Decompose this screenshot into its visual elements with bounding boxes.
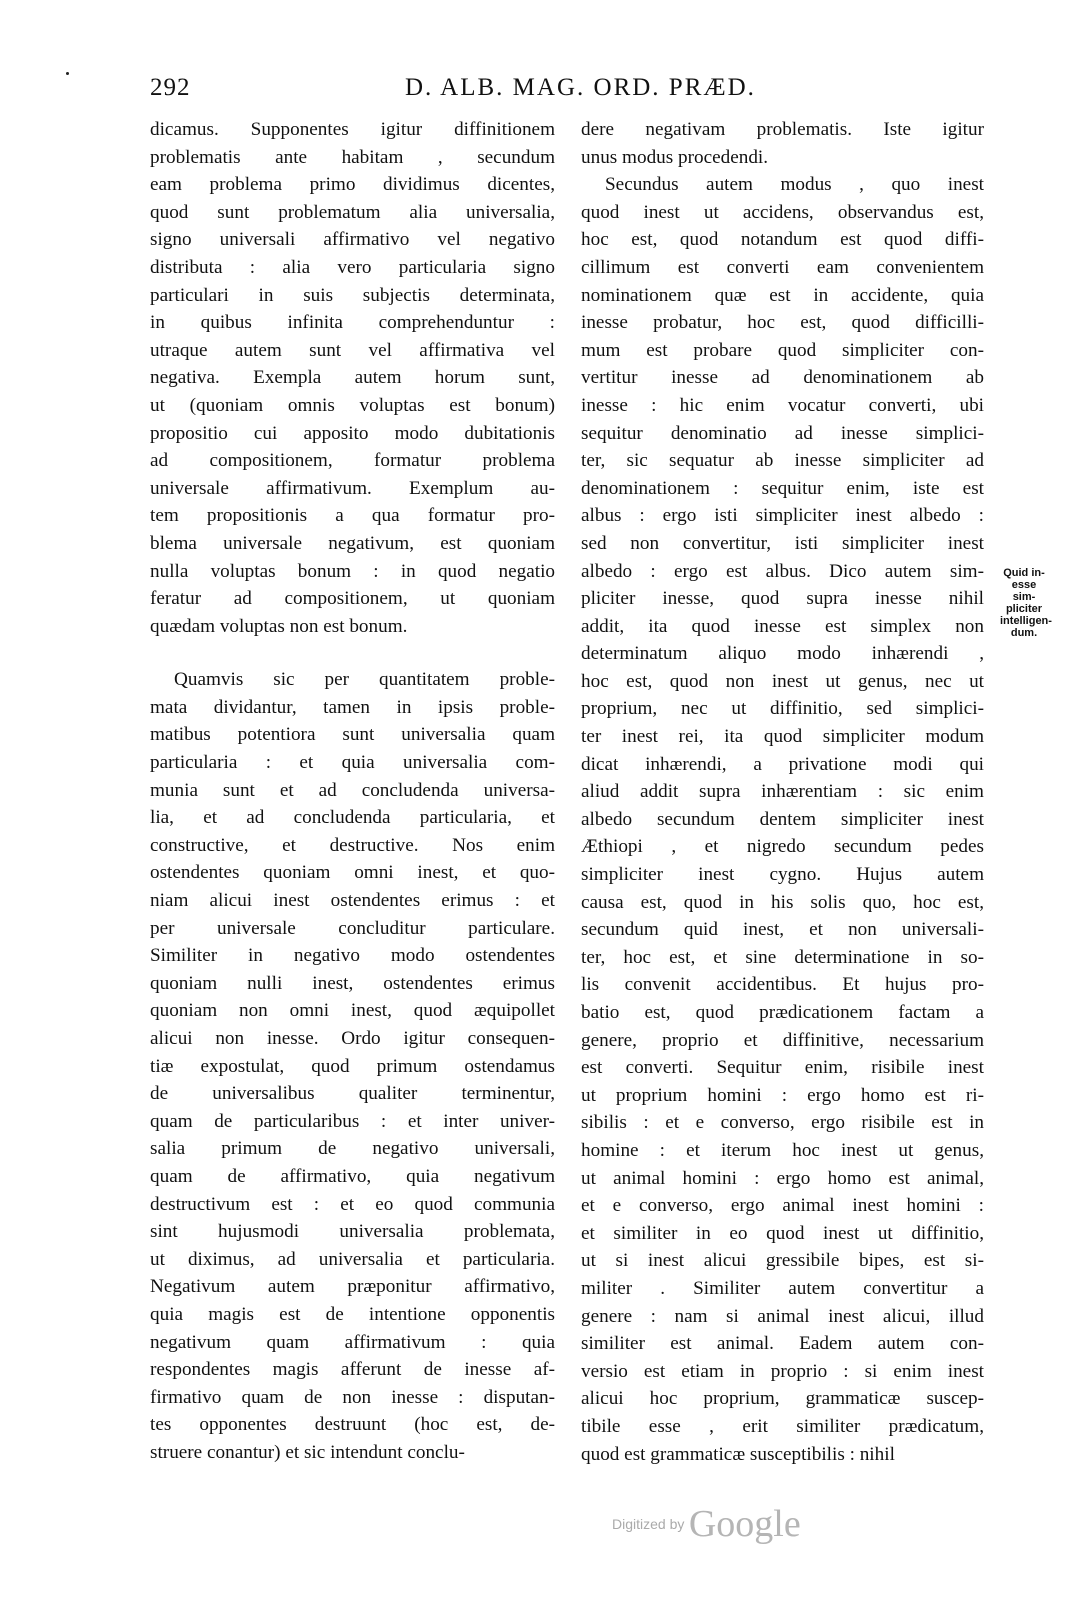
text-line: destructivum est : et eo quod communia (150, 1193, 555, 1215)
text-line: signo universali affirmativo vel negativo (150, 229, 555, 251)
text-line: Quamvis sic per quantitatem proble- (174, 669, 555, 691)
watermark-brand: Google (688, 1503, 801, 1545)
text-line: sed non convertitur, isti simpliciter inest (581, 532, 984, 554)
text-line: ad compositionem, formatur problema (150, 450, 555, 472)
text-line: ter inest rei, ita quod simpliciter modum (581, 726, 984, 748)
text-line: albedo secundum dentem simpliciter inest (581, 808, 984, 830)
text-line: blema universale negativum, est quoniam (150, 532, 555, 554)
text-line: struere conantur) et sic intendunt conclu- (150, 1441, 465, 1463)
text-line: inesse : hic enim vocatur converti, ubi (581, 394, 984, 416)
page-number: 292 (150, 74, 191, 101)
text-line: tibile esse , erit similiter prædicatum, (581, 1415, 984, 1437)
text-line: inesse probatur, hoc est, quod difficilli- (581, 312, 984, 334)
text-line: ut (quoniam omnis voluptas est bonum) (150, 394, 555, 416)
text-line: similiter est animal. Eadem autem con- (581, 1333, 984, 1355)
text-line: dicamus. Supponentes igitur diffinitionem (150, 119, 555, 140)
text-line: mum est probare quod simpliciter con- (581, 339, 984, 361)
text-line: universale affirmativum. Exemplum au- (150, 477, 555, 499)
text-line: problematis ante habitam , secundum (150, 146, 555, 168)
text-line: tem propositionis a qua formatur pro- (150, 505, 555, 527)
text-line: munia sunt et ad concludenda universa- (150, 779, 555, 801)
text-line: lis convenit accidentibus. Et hujus pro- (581, 974, 984, 996)
text-line: secundum quid inest, et non universali- (581, 919, 984, 941)
text-line: cillimum est converti eam convenientem (581, 256, 984, 278)
text-line: quod sunt problematum alia universalia, (150, 201, 555, 223)
text-line: mata dividantur, tamen in ipsis proble- (150, 696, 555, 718)
text-line: Similiter in negativo modo ostendentes (150, 945, 555, 967)
text-line: tes opponentes destruunt (hoc est, de- (150, 1414, 555, 1436)
text-line: ut proprium homini : ergo homo est ri- (581, 1084, 984, 1106)
text-line: ut animal homini : ergo homo est animal, (581, 1167, 984, 1189)
text-line: sint hujusmodi universalia problemata, (150, 1221, 555, 1243)
text-line: est converti. Sequitur enim, risibile inest (581, 1057, 984, 1079)
margin-note-line: intelligen- (1000, 615, 1052, 627)
text-line: dere negativam problematis. Iste igitur (581, 119, 984, 140)
text-line: ter, sic sequatur ab inesse simpliciter ad (581, 450, 984, 472)
text-line: per universale concluditur particulare. (150, 917, 555, 939)
text-line: dicat inhærendi, a privatione modi qui (581, 753, 984, 775)
text-line: particulari in suis subjectis determinata, (150, 284, 555, 306)
margin-note-line: Quid in- (1003, 567, 1045, 579)
text-line: ter, hoc est, et sine determinatione in so- (581, 946, 984, 968)
text-line: quædam voluptas non est bonum. (150, 615, 408, 637)
margin-note (1000, 567, 1052, 639)
text-line: quod est grammaticæ susceptibilis : nihil (581, 1443, 895, 1465)
text-line: genere : nam si animal inest alicui, illud (581, 1305, 984, 1327)
text-line: respondentes magis afferunt de inesse af- (150, 1359, 555, 1381)
left-paragraph-2 (150, 666, 555, 1466)
text-line: unus modus procedendi. (581, 146, 769, 168)
text-line: causa est, quod in his solis quo, hoc est, (581, 891, 984, 913)
text-line: sequitur denominatio ad inesse simplici- (581, 422, 984, 444)
text-line: salia primum de negativo universali, (150, 1138, 555, 1160)
text-line: vertitur inesse ad denominationem ab (581, 367, 984, 389)
text-line: batio est, quod prædicationem factam a (581, 1002, 984, 1023)
running-title: D. ALB. MAG. ORD. PRÆD. (405, 74, 756, 101)
margin-note-line: dum. (1010, 627, 1038, 639)
text-line: propositio cui apposito modo dubitationis (150, 422, 555, 444)
text-line: distributa : alia vero particularia signo (150, 256, 555, 278)
text-line: militer . Similiter autem convertitur a (581, 1277, 984, 1299)
text-line: hoc est, quod notandum est quod diffi- (581, 229, 984, 251)
text-line: genere, proprio et diffinitive, necessarium (581, 1029, 984, 1051)
paragraph-gap (150, 640, 555, 666)
text-line: alicui hoc proprium, grammaticæ suscep- (581, 1388, 984, 1410)
text-line: quoniam non omni inest, quod æquipollet (150, 1000, 555, 1022)
text-line: alicui non inesse. Ordo igitur consequen- (150, 1028, 555, 1049)
specks (66, 72, 69, 75)
text-line: de universalibus qualiter terminentur, (150, 1083, 555, 1105)
text-line: aliud addit supra inhærentiam : sic enim (581, 781, 984, 803)
text-line: homine : et iterum hoc inest ut genus, (581, 1139, 984, 1161)
text-line: proprium, nec ut diffinitio, sed simplici- (581, 698, 984, 720)
text-line: albedo : ergo est albus. Dico autem sim- (581, 560, 984, 582)
text-line: nominationem quæ est in accidente, quia (581, 284, 984, 306)
text-line: feratur ad compositionem, ut quoniam (150, 588, 555, 610)
text-line: ut diximus, ad universalia et particularia. (150, 1248, 555, 1270)
right-paragraph-1 (581, 116, 984, 171)
text-line: nulla voluptas bonum : in quod negatio (150, 560, 555, 582)
text-line: determinatum aliquo modo inhærendi , (581, 643, 984, 665)
left-column (150, 116, 555, 1467)
margin-note-line: esse sim- (1011, 579, 1037, 603)
text-line: niam alicui inest ostendentes erimus : et (150, 890, 555, 912)
text-line: matibus potentiora sunt universalia quam (150, 724, 555, 746)
text-line: constructive, et destructive. Nos enim (150, 834, 555, 856)
text-line: Secundus autem modus , quo inest (605, 174, 984, 196)
text-line: Negativum autem præponitur affirmativo, (150, 1276, 555, 1298)
text-line: negativum quam affirmativum : quia (150, 1331, 555, 1353)
text-line: tiæ expostulat, quod primum ostendamus (150, 1055, 555, 1077)
right-paragraph-2 (581, 171, 984, 1468)
text-line: negativa. Exempla autem horum sunt, (150, 367, 555, 389)
text-line: simpliciter inest cygno. Hujus autem (581, 864, 984, 886)
text-line: addit, ita quod inesse est simplex non (581, 615, 984, 637)
text-line: in quibus infinita comprehenduntur : (150, 312, 555, 334)
right-column (581, 116, 984, 1468)
text-line: et e converso, ergo animal inest homini : (581, 1195, 984, 1217)
text-line: ostendentes quoniam omni inest, et quo- (150, 862, 555, 884)
text-line: ut si inest alicui gressibile bipes, est si- (581, 1250, 984, 1272)
text-line: firmativo quam de non inesse : disputan- (150, 1386, 555, 1408)
text-line: lia, et ad concludenda particularia, et (150, 807, 555, 829)
text-line: pliciter inesse, quod supra inesse nihil (581, 588, 984, 610)
text-line: utraque autem sunt vel affirmativa vel (150, 339, 555, 361)
text-line: quia magis est de intentione opponentis (150, 1303, 555, 1325)
text-line: denominationem : sequitur enim, iste est (581, 477, 984, 499)
text-line: versio est etiam in proprio : si enim inest (581, 1360, 984, 1382)
text-line: quod inest ut accidens, observandus est, (581, 201, 984, 223)
text-line: hoc est, quod non inest ut genus, nec ut (581, 670, 984, 692)
text-line: particularia : et quia universalia com- (150, 752, 555, 774)
text-line: et similiter in eo quod inest ut diffinitio, (581, 1222, 984, 1244)
margin-note-line: pliciter (1005, 603, 1043, 615)
text-line: Æthiopi , et nigredo secundum pedes (581, 836, 984, 858)
text-line: quam de particularibus : et inter univer- (150, 1110, 555, 1132)
digitized-watermark (612, 1502, 801, 1546)
text-line: eam problema primo dividimus dicentes, (150, 174, 555, 196)
left-paragraph-1 (150, 116, 555, 640)
text-line: quoniam nulli inest, ostendentes erimus (150, 972, 555, 994)
text-line: albus : ergo isti simpliciter inest albedo : (581, 505, 984, 527)
text-line: quam de affirmativo, quia negativum (150, 1165, 555, 1187)
watermark-prefix: Digitized by (612, 1516, 685, 1532)
text-line: sibilis : et e converso, ergo risibile est in (581, 1112, 984, 1134)
